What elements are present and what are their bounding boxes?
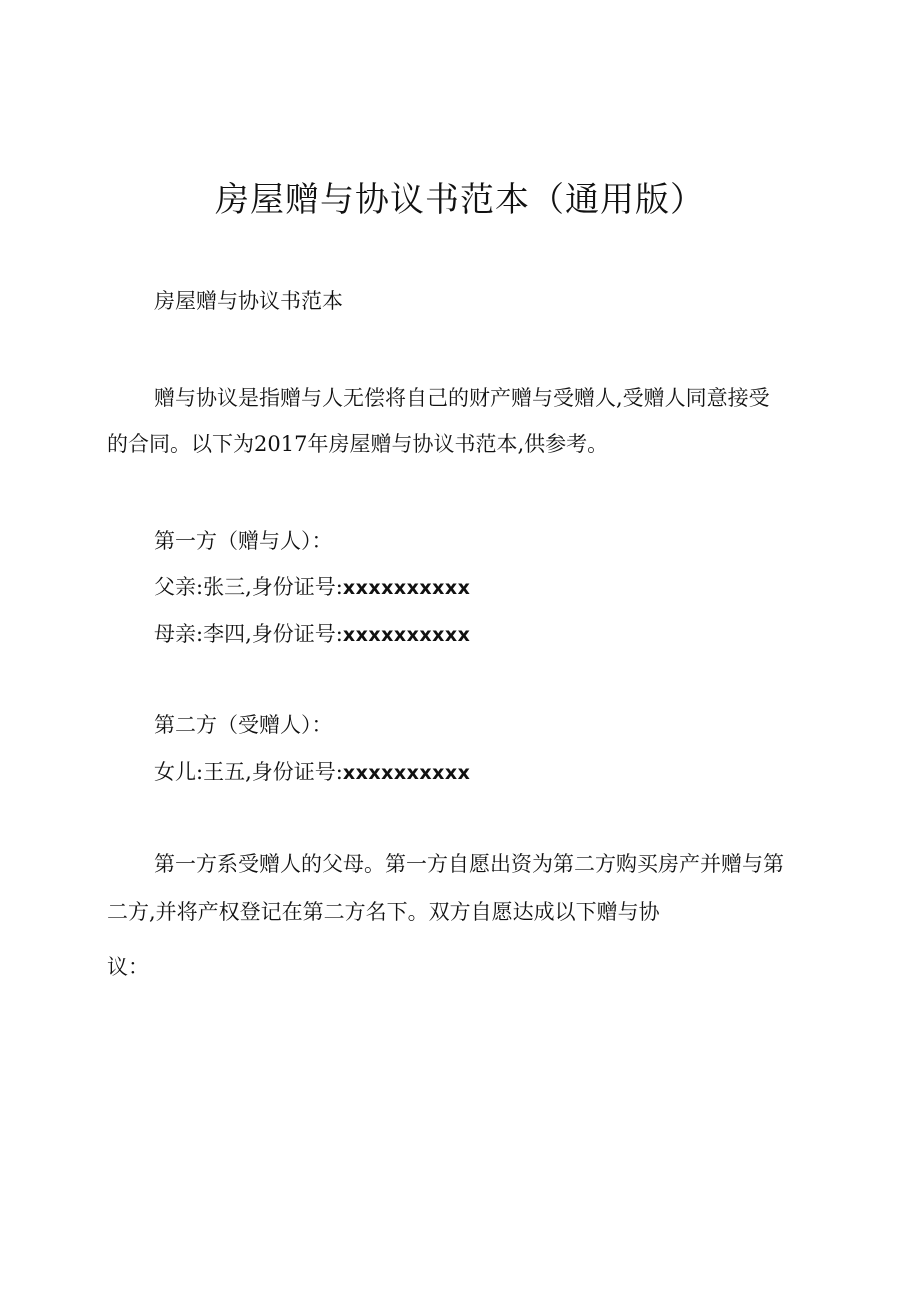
- agreement-line-1: 第一方系受赠人的父母。第一方自愿出资为第二方购买房产并赠与第: [154, 852, 784, 876]
- agreement-line-3: 议：: [107, 955, 149, 979]
- daughter-entry: [154, 757, 470, 788]
- father-id: xxxxxxxxxx: [342, 577, 471, 599]
- party-a-heading: 第一方（赠与人）：: [154, 529, 333, 553]
- intro-line-2: 的合同。以下为2017年房屋赠与协议书范本,供参考。: [107, 432, 609, 456]
- daughter-label: 女儿:王五,身份证号:: [154, 760, 343, 784]
- mother-label: 母亲:李四,身份证号:: [154, 622, 343, 646]
- intro-line-1: 赠与协议是指赠与人无偿将自己的财产赠与受赠人,受赠人同意接受: [154, 386, 770, 410]
- document-subtitle: 房屋赠与协议书范本: [154, 289, 343, 313]
- mother-id: xxxxxxxxxx: [342, 624, 471, 646]
- document-title: 房屋赠与协议书范本（通用版）: [215, 180, 705, 220]
- agreement-line-2: 二方,并将产权登记在第二方名下。双方自愿达成以下赠与协: [107, 900, 660, 924]
- father-entry: [154, 572, 470, 603]
- party-b-heading: 第二方（受赠人）：: [154, 713, 333, 737]
- mother-entry: [154, 619, 470, 650]
- father-label: 父亲:张三,身份证号:: [154, 575, 343, 599]
- daughter-id: xxxxxxxxxx: [342, 762, 471, 784]
